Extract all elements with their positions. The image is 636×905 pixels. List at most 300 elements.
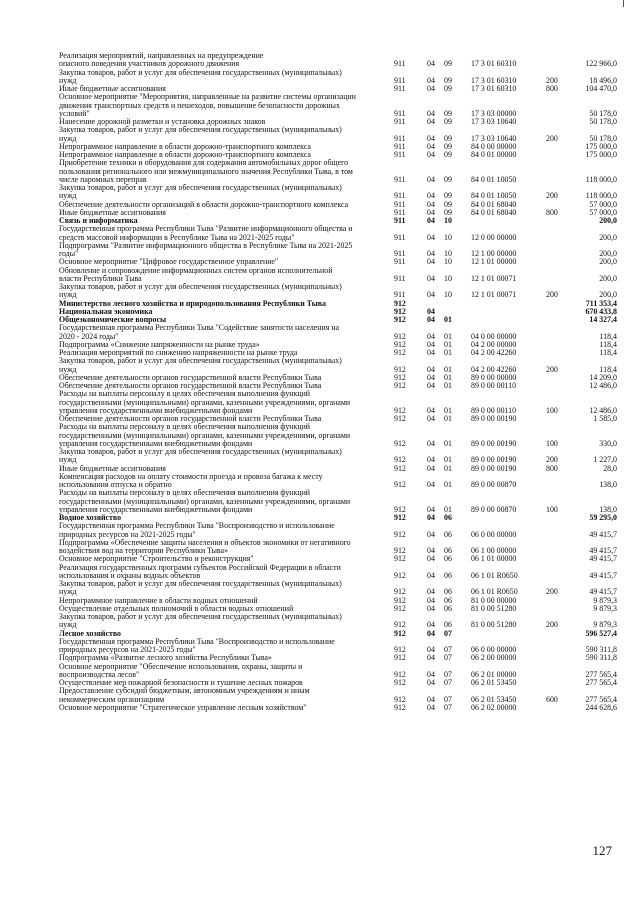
table-row [59, 209, 617, 217]
row-ved-code: 912 [394, 331, 406, 341]
row-ved-code: 912 [394, 381, 406, 390]
table-row [59, 69, 617, 86]
row-expense-type-code: 200 [546, 620, 558, 630]
row-name: Закупка товаров, работ и услуг для обеспечения государственных (муниципальных) нужд [59, 125, 342, 143]
row-subsection-code: 06 [444, 620, 452, 630]
row-target-article-code: 89 0 00 00110 [471, 405, 517, 415]
row-name: Государственная программа Республики Тыва "Воспроизводство и использование природных ресурсов на 2021-2025 годы" [59, 521, 335, 539]
row-expense-type-code: 100 [546, 504, 558, 514]
row-section-code: 04 [427, 463, 435, 473]
row-name: Закупка товаров, работ и услуг для обеспечения государственных (муниципальных) нужд [59, 282, 342, 300]
row-amount: 175 000,0 [585, 141, 617, 151]
row-section-code: 04 [427, 339, 435, 349]
row-target-article-code: 89 0 00 00190 [471, 463, 517, 473]
row-name: Реализация государственных программ субъектов Российской Федерации в области использования и охраны водных объектов [59, 562, 341, 580]
row-amount: 200,0 [599, 249, 617, 258]
row-name: Иные бюджетные ассигнования [59, 463, 166, 473]
row-expense-type-code: 800 [546, 207, 558, 217]
row-amount: 14 327,4 [589, 315, 617, 324]
row-amount: 12 486,0 [589, 405, 617, 415]
row-subsection-code: 07 [444, 678, 452, 687]
table-row [59, 489, 617, 514]
row-section-code: 04 [427, 513, 435, 522]
row-name: Предоставление субсидий бюджетным, автономным учреждениям и иным некоммерческим организациям [59, 686, 310, 704]
row-ved-code: 912 [394, 628, 406, 638]
row-amount: 175 000,0 [585, 150, 617, 159]
row-name: Подпрограмма «Снижение напряженности на рынке труда» [59, 339, 260, 349]
row-subsection-code: 09 [444, 133, 452, 143]
row-subsection-code: 10 [444, 232, 452, 242]
row-amount: 118,4 [599, 339, 617, 349]
row-section-code: 04 [427, 372, 435, 382]
row-target-article-code: 17 3 03 10640 [471, 133, 517, 143]
row-amount: 14 209,0 [589, 372, 617, 382]
row-subsection-code: 09 [444, 191, 452, 201]
row-section-code: 04 [427, 628, 435, 638]
row-ved-code: 911 [394, 257, 406, 267]
row-ved-code: 911 [394, 59, 406, 69]
row-section-code: 04 [427, 504, 435, 514]
row-section-code: 04 [427, 117, 435, 126]
row-subsection-code: 01 [444, 463, 452, 473]
row-section-code: 04 [427, 381, 435, 390]
row-target-article-code: 84 0 00 00000 [471, 141, 517, 151]
row-name: Связь и информатика [59, 216, 138, 225]
row-ved-code: 912 [394, 620, 406, 630]
row-amount: 118,4 [599, 331, 617, 341]
row-subsection-code: 10 [444, 257, 452, 267]
row-target-article-code: 06 2 02 00000 [471, 702, 517, 712]
row-amount: 57 000,0 [589, 199, 617, 209]
row-subsection-code: 09 [444, 199, 452, 209]
row-ved-code: 912 [394, 405, 406, 415]
table-row [59, 242, 617, 259]
row-subsection-code: 06 [444, 546, 452, 555]
table-row [59, 324, 617, 341]
row-amount: 49 415,7 [589, 529, 617, 539]
row-section-code: 04 [427, 141, 435, 151]
row-section-code: 04 [427, 694, 435, 704]
row-target-article-code: 06 2 01 53450 [471, 694, 517, 704]
row-subsection-code: 01 [444, 339, 452, 349]
row-section-code: 04 [427, 257, 435, 267]
row-name: Закупка товаров, работ и услуг для обеспечения государственных (муниципальных) нужд [59, 447, 342, 465]
row-section-code: 04 [427, 232, 435, 242]
row-subsection-code: 06 [444, 587, 452, 597]
row-subsection-code: 09 [444, 150, 452, 159]
row-ved-code: 912 [394, 513, 406, 522]
row-expense-type-code: 200 [546, 75, 558, 85]
row-target-article-code: 12 1 01 00071 [471, 290, 517, 300]
row-amount: 49 415,7 [589, 570, 617, 580]
row-ved-code: 912 [394, 339, 406, 349]
row-ved-code: 912 [394, 438, 406, 448]
row-amount: 12 486,0 [589, 381, 617, 390]
table-row [59, 564, 617, 581]
row-section-code: 04 [427, 191, 435, 201]
row-amount: 50 178,0 [589, 117, 617, 126]
row-name: Иные бюджетные ассигнования [59, 84, 166, 93]
row-ved-code: 912 [394, 372, 406, 382]
row-section-code: 04 [427, 414, 435, 423]
row-amount: 49 415,7 [589, 546, 617, 555]
row-amount: 590 311,8 [585, 653, 617, 663]
row-name: Иные бюджетные ассигнования [59, 207, 166, 217]
row-amount: 118 000,0 [585, 174, 617, 184]
row-subsection-code: 10 [444, 290, 452, 300]
row-ved-code: 912 [394, 455, 406, 465]
row-subsection-code: 01 [444, 414, 452, 423]
row-ved-code: 912 [394, 504, 406, 514]
row-target-article-code: 06 1 01 R0650 [471, 587, 518, 597]
row-ved-code: 911 [394, 232, 406, 242]
row-name: Непрограммное направление в области дорожно-транспортного комплекса [59, 150, 311, 159]
row-name: Закупка товаров, работ и услуг для обеспечения государственных (муниципальных) нужд [59, 183, 342, 201]
row-name: Обеспечение деятельности органов государственной власти Республики Тыва [59, 381, 322, 390]
row-ved-code: 911 [394, 84, 406, 93]
row-section-code: 04 [427, 455, 435, 465]
row-section-code: 04 [427, 554, 435, 564]
row-amount: 50 178,0 [589, 133, 617, 143]
row-ved-code: 912 [394, 653, 406, 663]
row-expense-type-code: 600 [546, 694, 558, 704]
row-subsection-code: 07 [444, 645, 452, 654]
row-amount: 590 311,8 [585, 645, 617, 654]
row-amount: 28,0 [603, 463, 617, 473]
row-amount: 104 470,0 [585, 84, 617, 93]
row-subsection-code: 09 [444, 59, 452, 69]
row-ved-code: 912 [394, 645, 406, 654]
row-expense-type-code: 200 [546, 364, 558, 374]
row-name: Закупка товаров, работ и услуг для обеспечения государственных (муниципальных) нужд [59, 67, 342, 85]
row-target-article-code: 17 3 01 60310 [471, 84, 517, 93]
row-amount: 277 565,4 [585, 669, 617, 679]
row-section-code: 04 [427, 678, 435, 687]
row-section-code: 04 [427, 603, 435, 613]
row-amount: 711 353,4 [585, 298, 617, 308]
table-row [59, 663, 617, 680]
table-row [59, 638, 617, 655]
table-row [59, 225, 617, 242]
row-name: Реализация мероприятий, направленных на предупреждение опасного поведения участников дорожного движения [59, 51, 264, 69]
row-subsection-code: 06 [444, 603, 452, 613]
row-target-article-code: 89 0 00 00190 [471, 455, 517, 465]
row-target-article-code: 12 1 01 00071 [471, 273, 517, 283]
row-name: Обеспечение деятельности органов государственной власти Республики Тыва [59, 414, 322, 423]
row-expense-type-code: 800 [546, 84, 558, 93]
row-subsection-code: 09 [444, 117, 452, 126]
row-name: Нанесение дорожной разметки и установка дорожных знаков [59, 117, 266, 126]
row-section-code: 04 [427, 306, 435, 316]
row-ved-code: 912 [394, 306, 406, 316]
row-section-code: 04 [427, 348, 435, 357]
row-ved-code: 912 [394, 669, 406, 679]
row-section-code: 04 [427, 405, 435, 415]
row-amount: 9 879,3 [593, 603, 617, 613]
row-name: Закупка товаров, работ и услуг для обеспечения государственных (муниципальных) нужд [59, 356, 342, 374]
row-section-code: 04 [427, 207, 435, 217]
row-ved-code: 912 [394, 364, 406, 374]
row-section-code: 04 [427, 249, 435, 258]
row-subsection-code: 06 [444, 529, 452, 539]
row-target-article-code: 84 0 01 00000 [471, 150, 517, 159]
row-section-code: 04 [427, 59, 435, 69]
row-amount: 138,0 [599, 480, 617, 489]
row-target-article-code: 84 0 01 68040 [471, 207, 517, 217]
row-name: Подпрограмма «Развитие лесного хозяйства Республики Тыва» [59, 653, 272, 663]
row-section-code: 04 [427, 84, 435, 93]
row-name: Национальная экономика [59, 306, 153, 316]
row-target-article-code: 17 3 03 10640 [471, 117, 517, 126]
row-name: Непрограммное направление в области дорожно-транспортного комплекса [59, 141, 311, 151]
row-expense-type-code: 100 [546, 438, 558, 448]
row-section-code: 04 [427, 273, 435, 283]
row-subsection-code: 01 [444, 372, 452, 382]
row-section-code: 04 [427, 587, 435, 597]
row-target-article-code: 89 0 00 00870 [471, 504, 517, 514]
row-subsection-code: 09 [444, 108, 452, 118]
row-expense-type-code: 200 [546, 290, 558, 300]
row-expense-type-code: 200 [546, 191, 558, 201]
row-subsection-code: 01 [444, 331, 452, 341]
row-amount: 118,4 [599, 348, 617, 357]
row-ved-code: 911 [394, 108, 406, 118]
row-amount: 49 415,7 [589, 554, 617, 564]
row-section-code: 04 [427, 108, 435, 118]
row-ved-code: 912 [394, 298, 406, 308]
row-amount: 277 565,4 [585, 694, 617, 704]
row-subsection-code: 09 [444, 75, 452, 85]
row-amount: 57 000,0 [589, 207, 617, 217]
row-ved-code: 912 [394, 554, 406, 564]
table-row [59, 613, 617, 630]
table-row [59, 704, 617, 712]
row-subsection-code: 10 [444, 249, 452, 258]
row-subsection-code: 01 [444, 315, 452, 324]
page-number: 127 [592, 843, 612, 858]
row-target-article-code: 89 0 00 00000 [471, 372, 517, 382]
row-subsection-code: 07 [444, 669, 452, 679]
table-row [59, 390, 617, 415]
table-row [59, 423, 617, 448]
row-name: Основное мероприятие "Стратегическое управление лесным хозяйством" [59, 702, 307, 712]
row-name: Осуществление отдельных полномочий в области водных отношений [59, 603, 294, 613]
row-section-code: 04 [427, 595, 435, 605]
row-ved-code: 912 [394, 546, 406, 555]
row-amount: 18 496,0 [589, 75, 617, 85]
table-row [59, 522, 617, 539]
table-row [59, 126, 617, 143]
row-subsection-code: 06 [444, 595, 452, 605]
row-target-article-code: 12 1 00 00000 [471, 249, 517, 258]
row-name: Закупка товаров, работ и услуг для обеспечения государственных (муниципальных) нужд [59, 612, 342, 630]
row-subsection-code: 09 [444, 174, 452, 184]
row-section-code: 04 [427, 75, 435, 85]
row-subsection-code: 06 [444, 554, 452, 564]
row-subsection-code: 10 [444, 216, 452, 225]
row-amount: 118 000,0 [585, 191, 617, 201]
row-amount: 9 879,3 [593, 595, 617, 605]
row-ved-code: 911 [394, 207, 406, 217]
table-row [59, 159, 617, 184]
row-ved-code: 912 [394, 570, 406, 580]
row-section-code: 04 [427, 364, 435, 374]
row-subsection-code: 07 [444, 694, 452, 704]
row-name: Приобретение техники и оборудования для содержания автомобильных дорог общего пользования регионального или межмуниципального значения Республики Тыва, в том числе паромных переправ [59, 158, 353, 184]
row-subsection-code: 07 [444, 653, 452, 663]
row-subsection-code: 01 [444, 405, 452, 415]
row-amount: 200,0 [599, 232, 617, 242]
row-ved-code: 911 [394, 199, 406, 209]
row-name: Общеэкономические вопросы [59, 315, 167, 324]
row-target-article-code: 17 3 01 60310 [471, 59, 517, 69]
row-amount: 277 565,4 [585, 678, 617, 687]
row-section-code: 04 [427, 216, 435, 225]
row-expense-type-code: 200 [546, 133, 558, 143]
row-target-article-code: 84 0 01 10050 [471, 174, 517, 184]
row-ved-code: 912 [394, 603, 406, 613]
row-target-article-code: 04 0 00 00000 [471, 331, 517, 341]
row-subsection-code: 10 [444, 273, 452, 283]
row-section-code: 04 [427, 438, 435, 448]
row-section-code: 04 [427, 480, 435, 489]
row-target-article-code: 06 1 01 00000 [471, 554, 517, 564]
row-ved-code: 911 [394, 216, 406, 225]
row-ved-code: 912 [394, 702, 406, 712]
row-target-article-code: 12 1 01 00000 [471, 257, 517, 267]
table-row [59, 93, 617, 118]
row-amount: 330,0 [599, 438, 617, 448]
row-target-article-code: 84 0 01 10050 [471, 191, 517, 201]
row-amount: 200,0 [599, 216, 617, 225]
row-amount: 138,0 [599, 504, 617, 514]
row-name: Закупка товаров, работ и услуг для обеспечения государственных (муниципальных) нужд [59, 579, 342, 597]
row-expense-type-code: 100 [546, 405, 558, 415]
row-name: Основное мероприятие "Обеспечение использования, охраны, защиты и воспроизводства лесов" [59, 661, 303, 679]
row-amount: 122 966,0 [585, 59, 617, 69]
row-target-article-code: 17 3 01 60310 [471, 75, 517, 85]
row-section-code: 04 [427, 315, 435, 324]
row-target-article-code: 06 2 01 00000 [471, 669, 517, 679]
row-ved-code: 911 [394, 117, 406, 126]
row-section-code: 04 [427, 529, 435, 539]
row-section-code: 04 [427, 331, 435, 341]
row-target-article-code: 89 0 00 00190 [471, 438, 517, 448]
row-section-code: 04 [427, 702, 435, 712]
row-amount: 1 585,0 [593, 414, 617, 423]
row-amount: 9 879,3 [593, 620, 617, 630]
row-name: Непрограммное направление в области водных отношений [59, 595, 258, 605]
row-subsection-code: 09 [444, 141, 452, 151]
table-row [59, 687, 617, 704]
row-ved-code: 912 [394, 694, 406, 704]
row-name: Основное мероприятие "Мероприятия, направленные на развитие системы организации движения транспортных средств и пешеходов, повышение безопасности дорожных условий" [59, 92, 356, 118]
row-ved-code: 911 [394, 75, 406, 85]
row-subsection-code: 01 [444, 504, 452, 514]
row-target-article-code: 06 0 00 00000 [471, 645, 517, 654]
row-subsection-code: 01 [444, 381, 452, 390]
row-name: Осуществление мер пожарной безопасности и тушение лесных пожаров [59, 678, 303, 687]
row-amount: 50 178,0 [589, 108, 617, 118]
table-row [59, 357, 617, 374]
table-row [59, 580, 617, 597]
row-name: Подпрограмма "Развитие информационного общества в Республике Тыва на 2021-2025 годы" [59, 240, 353, 258]
row-name: Расходы на выплаты персоналу в целях обеспечения выполнения функций государственными (муниципальными) органами, казенными учреждениями, органами управления государственными внебюджетными фондами [59, 488, 351, 514]
table-row [59, 473, 617, 490]
row-ved-code: 911 [394, 141, 406, 151]
row-target-article-code: 89 0 00 00870 [471, 480, 517, 489]
row-ved-code: 912 [394, 315, 406, 324]
row-section-code: 04 [427, 150, 435, 159]
row-target-article-code: 89 0 00 00190 [471, 414, 517, 423]
row-name: Министерство лесного хозяйства и природопользования Республики Тыва [59, 298, 326, 308]
row-expense-type-code: 200 [546, 587, 558, 597]
row-ved-code: 911 [394, 290, 406, 300]
row-amount: 200,0 [599, 257, 617, 267]
row-name: Компенсация расходов на оплату стоимости проезда и провоза багажа к месту использования отпуска и обратно [59, 471, 323, 489]
row-subsection-code: 09 [444, 84, 452, 93]
row-subsection-code: 07 [444, 628, 452, 638]
row-subsection-code: 01 [444, 480, 452, 489]
row-ved-code: 912 [394, 678, 406, 687]
row-amount: 596 527,4 [585, 628, 617, 638]
row-section-code: 04 [427, 645, 435, 654]
row-section-code: 04 [427, 290, 435, 300]
budget-table [59, 52, 617, 712]
row-ved-code: 911 [394, 133, 406, 143]
table-row [59, 539, 617, 556]
row-section-code: 04 [427, 570, 435, 580]
row-ved-code: 912 [394, 463, 406, 473]
row-amount: 59 295,0 [589, 513, 617, 522]
row-target-article-code: 81 0 00 00000 [471, 595, 517, 605]
row-ved-code: 912 [394, 348, 406, 357]
row-amount: 118,4 [599, 364, 617, 374]
row-target-article-code: 06 0 00 00000 [471, 529, 517, 539]
row-target-article-code: 04 2 00 42260 [471, 364, 517, 374]
row-section-code: 04 [427, 546, 435, 555]
row-name: Обеспечение деятельности организаций в области дорожно-транспортного комплекса [59, 199, 349, 209]
row-ved-code: 911 [394, 150, 406, 159]
row-target-article-code: 89 0 00 00110 [471, 381, 517, 390]
row-ved-code: 912 [394, 529, 406, 539]
row-expense-type-code: 800 [546, 463, 558, 473]
row-subsection-code: 06 [444, 570, 452, 580]
row-section-code: 04 [427, 133, 435, 143]
row-name: Водное хозяйство [59, 513, 122, 522]
row-name: Основное мероприятие "Строительство и реконструкция" [59, 554, 254, 564]
row-section-code: 04 [427, 199, 435, 209]
row-amount: 1 227,0 [593, 455, 617, 465]
table-row [59, 267, 617, 284]
row-target-article-code: 84 0 01 68040 [471, 199, 517, 209]
row-amount: 200,0 [599, 273, 617, 283]
row-ved-code: 912 [394, 414, 406, 423]
row-section-code: 04 [427, 653, 435, 663]
row-name: Реализация мероприятий по снижению напряженности на рынке труда [59, 348, 298, 357]
row-ved-code: 912 [394, 595, 406, 605]
row-ved-code: 912 [394, 587, 406, 597]
row-subsection-code: 01 [444, 438, 452, 448]
row-expense-type-code: 200 [546, 455, 558, 465]
row-name: Государственная программа Республики Тыва "Развитие информационного общества и средств массовой информации в Республике Тыва на 2021-2025 годы" [59, 224, 353, 242]
row-target-article-code: 04 2 00 00000 [471, 339, 517, 349]
row-section-code: 04 [427, 174, 435, 184]
row-subsection-code: 06 [444, 513, 452, 522]
row-subsection-code: 01 [444, 348, 452, 357]
row-amount: 244 628,6 [585, 702, 617, 712]
table-row [59, 283, 617, 300]
